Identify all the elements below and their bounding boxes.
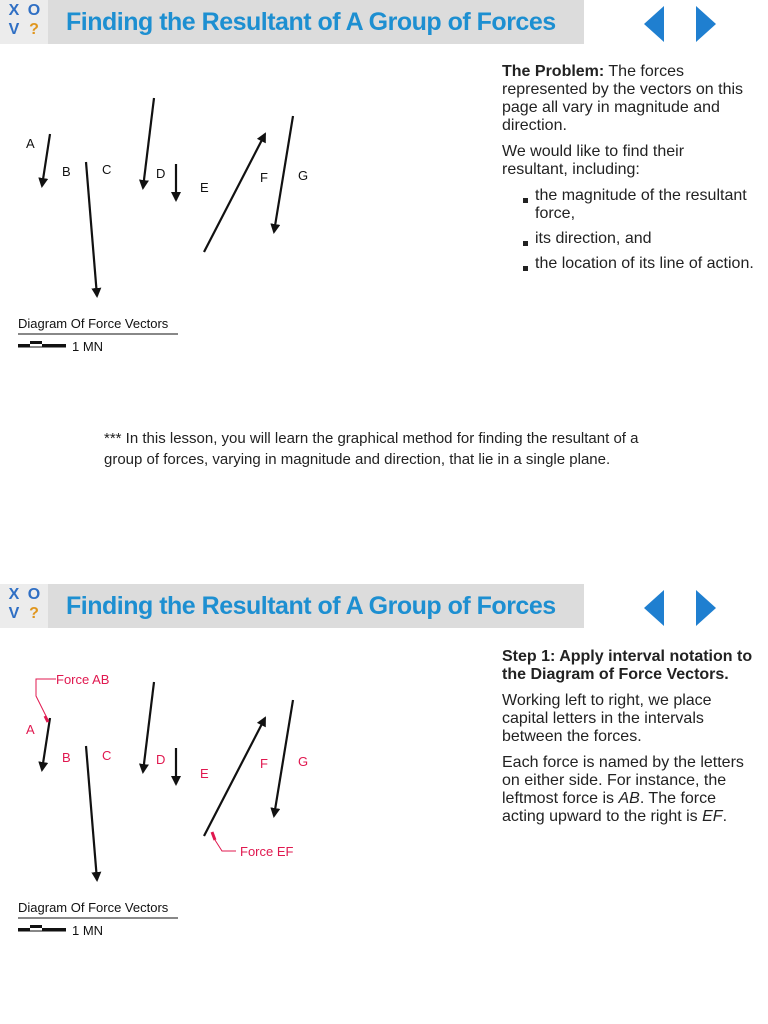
resultant-list [502,187,754,273]
callout-ab-leader [36,679,56,716]
header-bar [0,0,584,44]
interval-label-c: C [102,748,112,763]
step-1-panel [502,648,754,834]
step-1-paragraph-1: Working left to right, we place capital letters in the intervals between the forces. [502,692,712,745]
app-logo [0,584,48,628]
page-title: Finding the Resultant of A Group of Forces [66,8,556,36]
interval-label-d: D [156,166,166,181]
diagram-caption: Diagram Of Force Vectors [18,316,169,331]
logo-question: ? [29,605,39,622]
page-title: Finding the Resultant of A Group of Forces [66,592,556,620]
interval-label-f: F [260,170,268,185]
logo-x: X [8,586,20,603]
problem-heading: The Problem: [502,63,605,80]
callout-force-ab: Force AB [56,672,110,687]
force-name-ef: EF [702,808,723,825]
para2-text-b: . The force acting upward to the right is [502,790,717,825]
problem-text: The forces represented by the vectors on this page all vary in magnitude and direction. [502,63,744,134]
next-arrow-icon[interactable] [694,588,718,628]
interval-label-a: A [26,136,35,151]
force-fg-vector [274,116,293,232]
problem-paragraph [502,63,754,135]
next-arrow-icon[interactable] [694,4,718,44]
scale-label: 1 MN [72,339,104,354]
interval-label-c: C [102,162,112,177]
app-logo [0,0,48,44]
scale-bar [18,925,66,931]
scale-label: 1 MN [72,923,104,938]
callout-ef-leader [215,840,236,851]
interval-label-b: B [62,164,71,179]
scale-bar [18,341,66,347]
force-ef-vector [204,134,265,252]
force-cd-vector [143,682,154,772]
para2-text-a: Each force is named by the letters on either side. For instance, the leftmost force is [502,754,744,807]
logo-v: V [8,605,20,622]
force-name-ab: AB [618,790,640,807]
logo-o: O [27,586,41,603]
force-fg-vector [274,700,293,816]
para2-text-c: . [722,808,728,825]
find-resultant-text: We would like to find their resultant, including: [502,143,685,178]
prev-arrow-icon[interactable] [642,588,666,628]
diagram-caption: Diagram Of Force Vectors [18,900,169,915]
force-vector-diagram-annotated [0,644,340,944]
force-ab-vector [42,134,50,186]
list-item: the location of its line of action. [520,255,754,273]
logo-v: V [8,21,20,38]
logo-x: X [8,2,20,19]
force-ab-vector [42,718,50,770]
interval-label-e: E [200,180,209,195]
callout-force-ef: Force EF [240,844,294,859]
force-ab-highlight [45,716,48,722]
logo-question: ? [29,21,39,38]
step-1-paragraph-2 [502,754,754,826]
list-item: the magnitude of the resultant force, [520,187,754,223]
problem-panel [502,63,754,280]
force-vector-diagram [0,60,340,360]
interval-label-b: B [62,750,71,765]
interval-label-f: F [260,756,268,771]
lesson-note: *** In this lesson, you will learn the graphical method for finding the resultant of a group of forces, varying in magnitude and direction, that lie in a single plane. [104,430,639,468]
interval-label-a: A [26,722,35,737]
force-cd-vector [143,98,154,188]
slide-step-1 [0,584,768,1024]
interval-label-d: D [156,752,166,767]
logo-o: O [27,2,41,19]
interval-label-g: G [298,754,309,769]
interval-label-g: G [298,168,309,183]
list-item: its direction, and [520,230,754,248]
header-bar [0,584,584,628]
force-bc-vector [86,162,97,296]
interval-label-e: E [200,766,209,781]
force-ef-vector [204,718,265,836]
force-ef-highlight [212,832,215,840]
prev-arrow-icon[interactable] [642,4,666,44]
force-bc-vector [86,746,97,880]
step-1-heading: Step 1: Apply interval notation to the Diagram of Force Vectors. [502,648,753,683]
